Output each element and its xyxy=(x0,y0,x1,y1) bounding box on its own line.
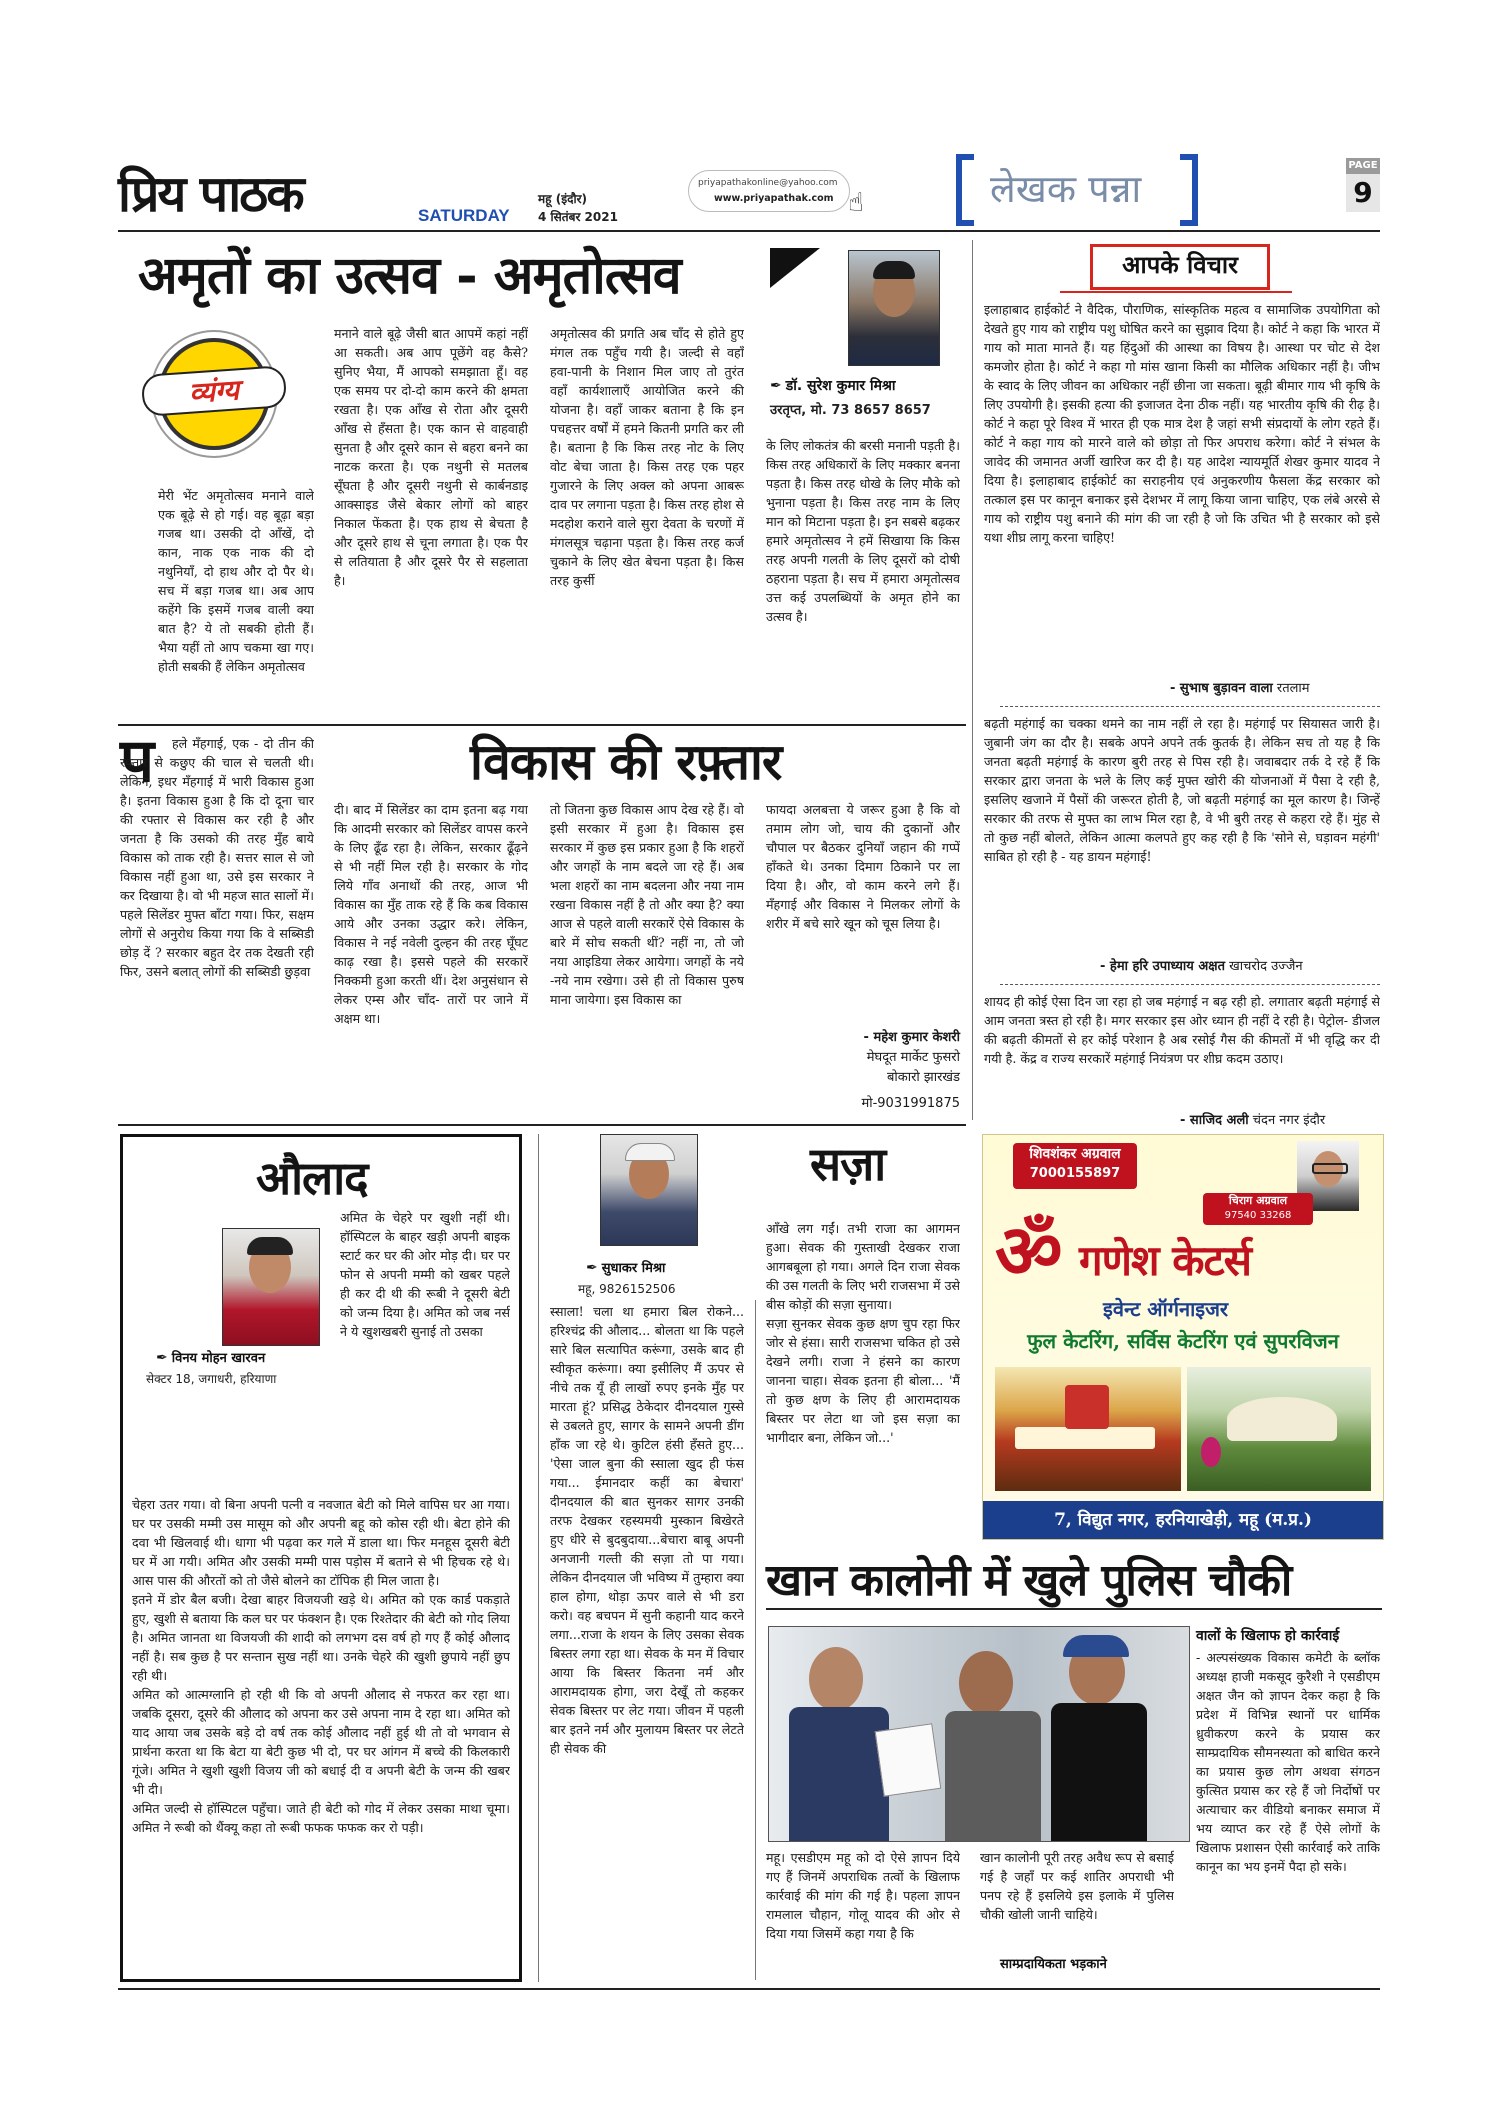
ad-person-1-box xyxy=(1013,1143,1137,1189)
ad-phone-1: 7000155897 xyxy=(1029,1166,1121,1181)
vichar-letter-3: शायद ही कोई ऐसा दिन जा रहा हो जब महंगाई न बढ़ रही हो. लगातार बढ़ती महंगाई से आम जनता त्रस्त हो रही है। मगर सरकार इस ओर ध्यान ही नहीं दे रही है। पेट्रोल- डीजल की बढ़ती कीमतों से हर कोई परेशान है अब रसोई गैस की कीमतों में भी वृद्धि कर दी गयी है. केंद्र व राज्य सरकारें महंगाई नियंत्रण पर शीघ्र कदम उठाए। xyxy=(984,994,1380,1066)
bracket-left-icon xyxy=(956,154,974,226)
ad-address-bar xyxy=(983,1501,1383,1539)
column-rule xyxy=(538,1134,539,1982)
police-headline: खान कालोनी में खुले पुलिस चौकी xyxy=(766,1555,1292,1606)
saza-author: ✒ सुधाकर मिश्रा xyxy=(586,1260,666,1276)
saza-author-addr: महू, 9826152506 xyxy=(578,1282,676,1296)
vichar-signature-1: - सुभाष बुड़ावन वाला रतलाम xyxy=(1170,681,1310,696)
vyangya-label: व्यंग्य xyxy=(141,365,288,417)
police-side-head: वालों के खिलाफ हो कार्रवाई xyxy=(1196,1628,1340,1644)
vichar-title-rule xyxy=(1060,291,1292,293)
aulad-intro: अमित के चेहरे पर खुशी नहीं थी। हॉस्पिटल के बाहर खड़ी अपनी बाइक स्टार्ट कर घर की ओर मोड़ दी। घर पर फोन से अपनी मम्मी को खबर पहले ही कर दी थी की रूबी ने दूसरी बेटी को जन्म दिया है। अमित को जब नर्स ने ये खुशखबरी सुनाई तो उसका xyxy=(340,1210,510,1339)
saza-column-1: स्साला! चला था हमारा बिल रोकने... हरिश्चंद्र की औलाद... बोलता था कि पहले सारे बिल सत्यापित करूंगा, उसके बाद ही स्वीकृत करूंगा। क्या इसीलिए मैं ऊपर से नीचे तक यूँ ही लाखों रुपए इनके मुँह पर मारता हूं? प्रसिद्ध ठेकेदार दीनदयाल गुस्से से उबलते हुए, सागर के सामने अपनी डींग हाँक जा रहे थे। कुटिल हंसी हँसते हुए... 'ऐसा जाल बुना की स्साला खुद ही फंस गया... ईमानदार कहीं का बेचारा' दीनदयाल की बात सुनकर सागर उनकी तरफ देखकर रहस्यमयी मुस्कान बिखेरते हुए धीरे से बुदबुदाया...बेचारा बाबू अपनी अनजानी गल्ती की सज़ा तो पा गया। लेकिन दीनदयाल जी भविष्य में तुम्हारा क्या हाल होगा, थोड़ा ऊपर वाले से भी डरा करो। वह बचपन में सुनी कहानी याद करने लगा...राजा के शयन के लिए उसका सेवक बिस्तर लगा रहा था। सेवक के मन में विचार आया कि बिस्तर कितना नर्म और आरामदायक होगा, जरा देखूँ तो कहकर सेवक बिस्तर पर लेट गया। जीवन में पहली बार इतने नर्म और मुलायम बिस्तर पर लेटते ही सेवक की xyxy=(550,1304,744,1756)
police-memorandum-photo xyxy=(768,1626,1190,1842)
bracket-right-icon xyxy=(1180,154,1198,226)
ad-person-2: चिराग अग्रवाल xyxy=(1228,1194,1288,1207)
vikas-bottom-rule xyxy=(118,1124,966,1126)
police-subhead: साम्प्रदायिकता भड़काने xyxy=(1000,1957,1107,1972)
ad-photo-garden xyxy=(1187,1367,1371,1491)
hand-pointer-icon: ☝ xyxy=(848,188,864,218)
ad-brand: गणेश केटर्स xyxy=(1079,1236,1252,1285)
author-photo-suresh xyxy=(848,250,940,366)
police-underline xyxy=(766,1608,1382,1610)
amrit-corner-triangle xyxy=(770,248,820,288)
ad-services: फुल केटरिंग, सर्विस केटरिंग एवं सुपरविजन xyxy=(1027,1329,1339,1353)
vikas-author-block xyxy=(800,1028,960,1114)
police-column-2: खान कालोनी पूरी तरह अवैध रूप से बसाई गई है जहाँ पर कई शातिर अपराधी भी पनप रहे हैं इसलिये इस इलाके में पुलिस चौकी खोली जानी चाहिये। xyxy=(980,1850,1174,1922)
vikas-headline: विकास की रफ़्तार xyxy=(470,732,782,791)
publication-name: प्रिय पाठक xyxy=(118,164,303,223)
ad-phone-2: 97540 33268 xyxy=(1224,1210,1292,1221)
pen-icon: ✒ xyxy=(156,1350,168,1366)
aulad-author: ✒ विनय मोहन खारवन xyxy=(156,1350,266,1366)
saza-column-2: आँखे लग गईं। तभी राजा का आगमन हुआ। सेवक की गुस्ताखी देखकर राजा आगबबूला हो गया। अगले दिन राजा सेवक की उस गलती के लिए भरी राजसभा में उसे बीस कोड़ों की सज़ा सुनाया। सज़ा सुनकर सेवक कुछ क्षण चुप रहा फिर जोर से हंसा। सारी राजसभा चकित हो उसे देखने लगी। राजा ने हंसने का कारण जानना चाहा। सेवक इतना ही बोला... 'मैं तो कुछ क्षण के लिए ही आरामदायक बिस्तर पर लेटा था जो इस सज़ा का भागीदार बना, लेकिन जो...' xyxy=(766,1221,960,1445)
vikas-column-1: हले मँहगाई, एक - दो तीन की रफ्तार से कछुए की चाल से चलती थी। लेकिन, इधर मँहगाई में भारी विकास हुआ है। इतना विकास हुआ है कि दो दूना चार की रफ्तार से विकास कर रही है और जनता है कि उसको की तरह मुँह बाये विकास को ताक रही है। सत्तर साल से जो विकास नहीं हुआ था, उसे इस सरकार ने कर दिखाया है। वो भी महज सात सालों में। पहले सिलेंडर मुफ्त बाँटा गया। फिर, सक्षम लोगों से अनुरोध किया गया कि वे सब्सिडी छोड़ दें ? सरकार बहुत देर तक देखती रही फिर, उसने बलात् लोगों की सब्सिडी छुड़वा xyxy=(120,736,314,979)
column-rule xyxy=(972,240,973,1120)
vichar-title: आपके विचार xyxy=(1122,250,1238,279)
vikas-dropcap: प xyxy=(120,726,155,796)
pen-icon: ✒ xyxy=(770,378,782,394)
ganesh-icon: ॐ xyxy=(995,1209,1063,1295)
masthead-website[interactable]: www.priyapathak.com xyxy=(714,193,834,204)
page-number: 9 xyxy=(1346,174,1380,212)
vichar-divider-1 xyxy=(1000,706,1380,707)
page-label: PAGE xyxy=(1346,158,1380,174)
vichar-title-box xyxy=(1090,244,1270,290)
catering-ad[interactable] xyxy=(982,1134,1384,1540)
ad-photo-stage xyxy=(995,1367,1181,1491)
author-photo-vinay xyxy=(222,1228,320,1346)
masthead xyxy=(118,150,1380,230)
column-rule xyxy=(755,1300,756,1980)
police-side-column: - अल्पसंख्यक विकास कमेटी के ब्लॉक अध्यक्ष हाजी मकसूद कुरैशी ने एसडीएम अक्षत जैन को ज्ञापन देकर कहा है कि प्रदेश में विभिन्न स्थानों पर धार्मिक ध्रुवीकरण करने के प्रयास कर साम्प्रदायिक सौमनस्यता को बाधित करने का प्रयास कुछ लोग अथवा संगठन कुत्सित प्रयास कर रहे हैं जो निर्दोषों पर अत्याचार कर वीडियो बनाकर समाज में भय व्याप्त कर रहे हैं ऐसे लोगों के खिलाफ प्रशासन ऐसी कार्रवाई करे ताकि कानून का भय इनमें पैदा हो सके। xyxy=(1196,1650,1380,1874)
vikas-column-3: तो जितना कुछ विकास आप देख रहे हैं। वो इसी सरकार में हुआ है। विकास इस सरकार में कुछ इस प्रकार हुआ है कि शहरों और जगहों के नाम बदले जा रहे हैं। अब भला शहरों का नाम बदलना और नया नाम रखना विकास नहीं है तो और क्या है? क्या आज से पहले वाली सरकारें ऐसे विकास के बारे में सोच सकती थीं? नहीं ना, तो जो नया आइडिया लेकर आयेगा। जगहों के नये -नये नाम रखेगा। उसे ही तो विकास पुरुष माना जायेगा। इस विकास का xyxy=(550,802,744,1007)
masthead-day: SATURDAY xyxy=(418,206,510,225)
vichar-divider-2 xyxy=(1000,984,1380,985)
aulad-headline: औलाद xyxy=(256,1151,368,1205)
amrit-column-4: के लिए लोकतंत्र की बरसी मनानी पड़ती है। किस तरह अधिकारों के लिए मक्कार बनना पड़ता है। किस तरह धोखे के लिए मौके को भुनाना पड़ता है। किस तरह नाम के लिए मान को मिटाना पड़ता है। इन सबसे बढ़कर हमारे अमृतोत्सव ने हमें सिखाया कि किस तरह अपनी गलती के लिए दूसरों को दोषी ठहराना पड़ता है। सच में हमारा अमृतोत्सव उत्त कई उपलब्धियों के अमृत होने का उत्सव है। xyxy=(766,438,960,624)
vikas-addr-2: बोकारो झारखंड xyxy=(886,1070,960,1085)
vyangya-badge xyxy=(158,338,270,450)
aulad-body: चेहरा उतर गया। वो बिना अपनी पत्नी व नवजात बेटी को मिले वापिस घर आ गया। घर पर उसकी मम्मी उस मासूम को और अपनी बहू को कोस रही थी। बेटा होने की दवा भी खिलवाई थी। धागा भी पढ़वा कर गले में डाला था। फिर मनहूस दूसरी बेटी घर में आ गयी। अमित और उसकी मम्मी पास पड़ोस में बताने से भी हिचक रहे थे। आस पास की औरतों को तो जैसे बोलने का टॉपिक ही मिल जाता है। इतने में डोर बैल बजी। देखा बाहर विजयजी खड़े थे। अमित को एक कार्ड पकड़ाते हुए, खुशी से बताया कि कल घर पर फंक्शन है। एक रिश्तेदार की बेटी को गोद लिया है। अमित जानता था विजयजी की शादी को लगभग दस वर्ष हो गए हैं कोई औलाद नहीं है। सब कुछ है पर सन्तान सुख नहीं था। उनके चेहरे की खुशी छुपाये नहीं छुप रही थी। अमित को आत्मग्लानि हो रही थी कि वो अपनी औलाद से नफरत कर रहा था। जबकि दूसरा, दूसरे की औलाद को अपना कर उसे अपना नाम दे रहा था। अमित को याद आया जब उसके बड़े दो वर्ष तक कोई औलाद नहीं हुई थी तो वो भगवान से प्रार्थना करता था कि बेटा या बेटी कुछ भी दो, पर घर आंगन में बच्चे की किलकारी गूंजे। अमित ने खुशी खुशी विजय जी को बधाई दी व अपनी बेटी के जन्म की खबर भी दी। अमित जल्दी से हॉस्पिटल पहुँचा। जाते ही बेटी को गोद में लेकर उसका माथा चूमा। अमित ने रूबी को थैंक्यू कहा तो रूबी फफक फफक कर रो पड़ी। xyxy=(132,1497,510,1835)
footer-rule xyxy=(118,1988,1380,1990)
amrit-column-3: अमृतोत्सव की प्रगति अब चाँद से होते हुए मंगल तक पहुँच गयी है। जल्दी से वहाँ हवा-पानी के निशान मिल जाए तो तुरंत वहाँ कार्यशालाएँ आयोजित करने की योजना है। वहाँ जाकर बताना है कि इन पचहत्तर वर्षों में हमने कितनी प्रगति कर ली है। बताना है कि किस तरह नोट के लिए वोट बेचा जाता है। किस तरह एक पहर गुजारने के लिए अक्ल को अपना आबरू दाव पर लगाना पड़ता है। किस तरह होश से मदहोश कराने वाले सुरा देवता के चरणों में मंगलसूत्र चढ़ाना पड़ता है। किस तरह कर्ज चुकाने के लिए खेत बेचना पड़ता है। किस तरह कुर्सी xyxy=(550,326,744,588)
ad-person-1: शिवशंकर अग्रवाल xyxy=(1029,1146,1121,1162)
amrit-column-2: मनाने वाले बूढ़े जैसी बात आपमें कहां नहीं आ सकती। अब आप पूछेंगे वह कैसे? सुनिए भैया, मैं आपको समझाता हूँ। वह एक समय पर दो-दो काम करने की क्षमता रखता है। एक आँख से रोता और दूसरी आँख से हँसता है। एक कान से वाहवाही सुनता है और दूसरे कान से बहरा बनने का नाटक करता है। एक नथुनी से मतलब सूँघता है और दूसरी नथुनी से कार्बनडाइ आक्साइड जैसे बेकार लोगों को बाहर निकाल फेंकता है। एक हाथ से बेचता है और दूसरे हाथ से चूना लगाता है। एक पैर से लतियाता है और दूसरे पैर से सहलाता है। xyxy=(334,326,528,588)
contact-box xyxy=(688,170,850,212)
vichar-letter-2: बढ़ती महंगाई का चक्का थमने का नाम नहीं ले रहा है। महंगाई पर सियासत जारी है। जुबानी जंग का दौर है। सबके अपने अपने तर्क कुतर्क है। लेकिन सच तो यह है कि जनता बढ़ती महंगाई के कारण बुरी तरह से पिस रही है। जवाबदार तर्क दे रहे हैं कि सरकार द्वारा जनता के भले के लिए कई मुफ्त खोरी की योजनाओं में पैसा दे रही है, इसलिए खजाने में पैसों की जरूरत होती है, जो बढ़ती महंगाई का मूल कारण है। जिन्हें सरकार की तरफ से मुफ्त का लाभ मिल रहा है, वे भी बुरी तरह से कहरा रहे हैं। मुंह से तो कुछ नहीं बोलते, लेकिन आत्मा कलपते हुए कह रही है कि 'सोने से, घड़ावन महंगी' साबित हो रही है - यह डायन महंगाई! xyxy=(984,716,1380,864)
masthead-date: 4 सितंबर 2021 xyxy=(538,210,618,224)
vikas-column-2: दी। बाद में सिलेंडर का दाम इतना बढ़ गया कि आदमी सरकार को सिलेंडर वापस करने के लिए ढूँढ रहा है। लेकिन, सरकार ढूँढ़ने से भी नहीं मिल रही है। सरकार के गोद लिये गाँव अनाथों की तरह, आज भी विकास का मुँह ताक रहे हैं कि कब विकास आये और उनका उद्धार करे। लेकिन, विकास ने नई नवेली दुल्हन की तरह घूँघट काढ़ रखा है। इससे पहले की सरकारें निक्कमी हुआ करती थीं। देश अनुसंधान से लेकर एम्स और चाँद- तारों पर जाने में अक्षम था। xyxy=(334,802,528,1026)
vichar-letter-1: इलाहाबाद हाईकोर्ट ने वैदिक, पौराणिक, सांस्कृतिक महत्व व सामाजिक उपयोगिता को देखते हुए गाय को राष्ट्रीय पशु घोषित करने का सुझाव दिया है। कोर्ट ने कहा कि भारत में गाय को माता मानते हैं। यह हिंदुओं की आस्था का विषय है। आस्था पर चोट से देश कमजोर होता है। कोर्ट ने कहा गो मांस खाना किसी का मौलिक अधिकार नहीं है। जीभ के स्वाद के लिए जीवन का अधिकार नहीं छीना जा सकता। बूढ़ी बीमार गाय भी कृषि के लिए उपयोगी है। इसकी हत्या की इजाजत देना ठीक नहीं। यह भारतीय कृषि की रीढ़ है। कोर्ट ने कहा पूरे विश्व में भारत ही एक मात्र देश है जहां सभी संप्रदायों के लोग रहते हैं। कोर्ट ने कहा गाय को मारने वाले को छोड़ा तो फिर अपराध करेगा। कोर्ट ने संभल के जावेद की जमानत अर्जी खारिज कर दी है। यह आदेश न्यायमूर्ति शेखर कुमार यादव ने दिया है। इलाहाबाद हाईकोर्ट का सराहनीय एवं अनुकरणीय फैसला केंद्र सरकार को तत्काल इस पर कानून बनाकर इसे देशभर में लागू किया जाना चाहिए, एक लंबे अरसे से गाय को राष्ट्रीय पशु बनाने की मांग की जा रही है जो कि उचित भी है सरकार को इसे यथा शीघ्र लागू करना चाहिए! xyxy=(984,302,1380,545)
amrit-column-1: मेरी भेंट अमृतोत्सव मनाने वाले एक बूढ़े से हो गई। वह बूढ़ा बड़ा गजब था। उसकी दो आँखें, दो कान, नाक एक नाक की दो नथुनियाँ, दो हाथ और दो पैर थे। सच में बड़ा गजब था। अब आप कहेंगे कि इसमें गजब वाली क्या बात है? ये तो सबकी होती हैं। भैया यहीं तो आप चकमा खा गए। होती सबकी हैं लेकिन अमृतोत्सव xyxy=(158,488,314,674)
vikas-author: - महेश कुमार केशरी xyxy=(863,1030,960,1045)
section-title: लेखक पन्ना xyxy=(990,167,1142,211)
vichar-signature-3: - साजिद अली चंदन नगर इंदौर xyxy=(1180,1113,1326,1128)
pen-icon: ✒ xyxy=(586,1260,598,1276)
vikas-phone: मो-9031991875 xyxy=(861,1096,960,1111)
police-column-1: महू। एसडीएम महू को दो ऐसे ज्ञापन दिये गए हैं जिनमें अपराधिक तत्वों के खिलाफ कार्रवाई की मांग की गई है। पहला ज्ञापन रामलाल चौहान, गोलू यादव की ओर से दिया गया जिसमें कहा गया है कि xyxy=(766,1850,960,1941)
amrit-author: ✒ डॉ. सुरेश कुमार मिश्रा xyxy=(770,378,896,394)
saza-headline: सज़ा xyxy=(810,1137,886,1191)
author-photo-sudhakar xyxy=(600,1134,698,1246)
masthead-email[interactable]: priyapathakonline@yahoo.com xyxy=(698,178,838,188)
ad-person-2-box xyxy=(1203,1193,1313,1225)
aulad-author-addr: सेक्टर 18, जगाधरी, हरियाणा xyxy=(146,1372,277,1386)
vichar-signature-2: - हेमा हरि उपाध्याय अक्षत खाचरोद उज्जैन xyxy=(1100,959,1303,974)
amrit-headline: अमृतों का उत्सव - अमृतोत्सव xyxy=(138,245,681,306)
masthead-place: महू (इंदौर) xyxy=(538,192,587,206)
ad-tagline: इवेन्ट ऑर्गनाइजर xyxy=(1103,1297,1229,1321)
ad-address: 7, विद्युत नगर, हरनियाखेड़ी, महू (म.प्र.) xyxy=(1054,1510,1312,1530)
amrit-author-line: उरतृप्त, मो. 73 8657 8657 xyxy=(770,403,931,418)
vikas-column-4: फायदा अलबत्ता ये जरूर हुआ है कि वो तमाम लोग जो, चाय की दुकानों और चौपाल पर बैठकर दुनियाँ जहान की गप्पें हाँकते थे। उनका दिमाग ठिकाने पर ला दिया है। और, वो काम करने लगे हैं। मँहगाई और विकास ने मिलकर लोगों के शरीर में बचे सारे खून को चूस लिया है। xyxy=(766,802,960,931)
masthead-rule xyxy=(118,230,1380,232)
vikas-addr-1: मेघदूत मार्केट फुसरो xyxy=(866,1050,960,1065)
